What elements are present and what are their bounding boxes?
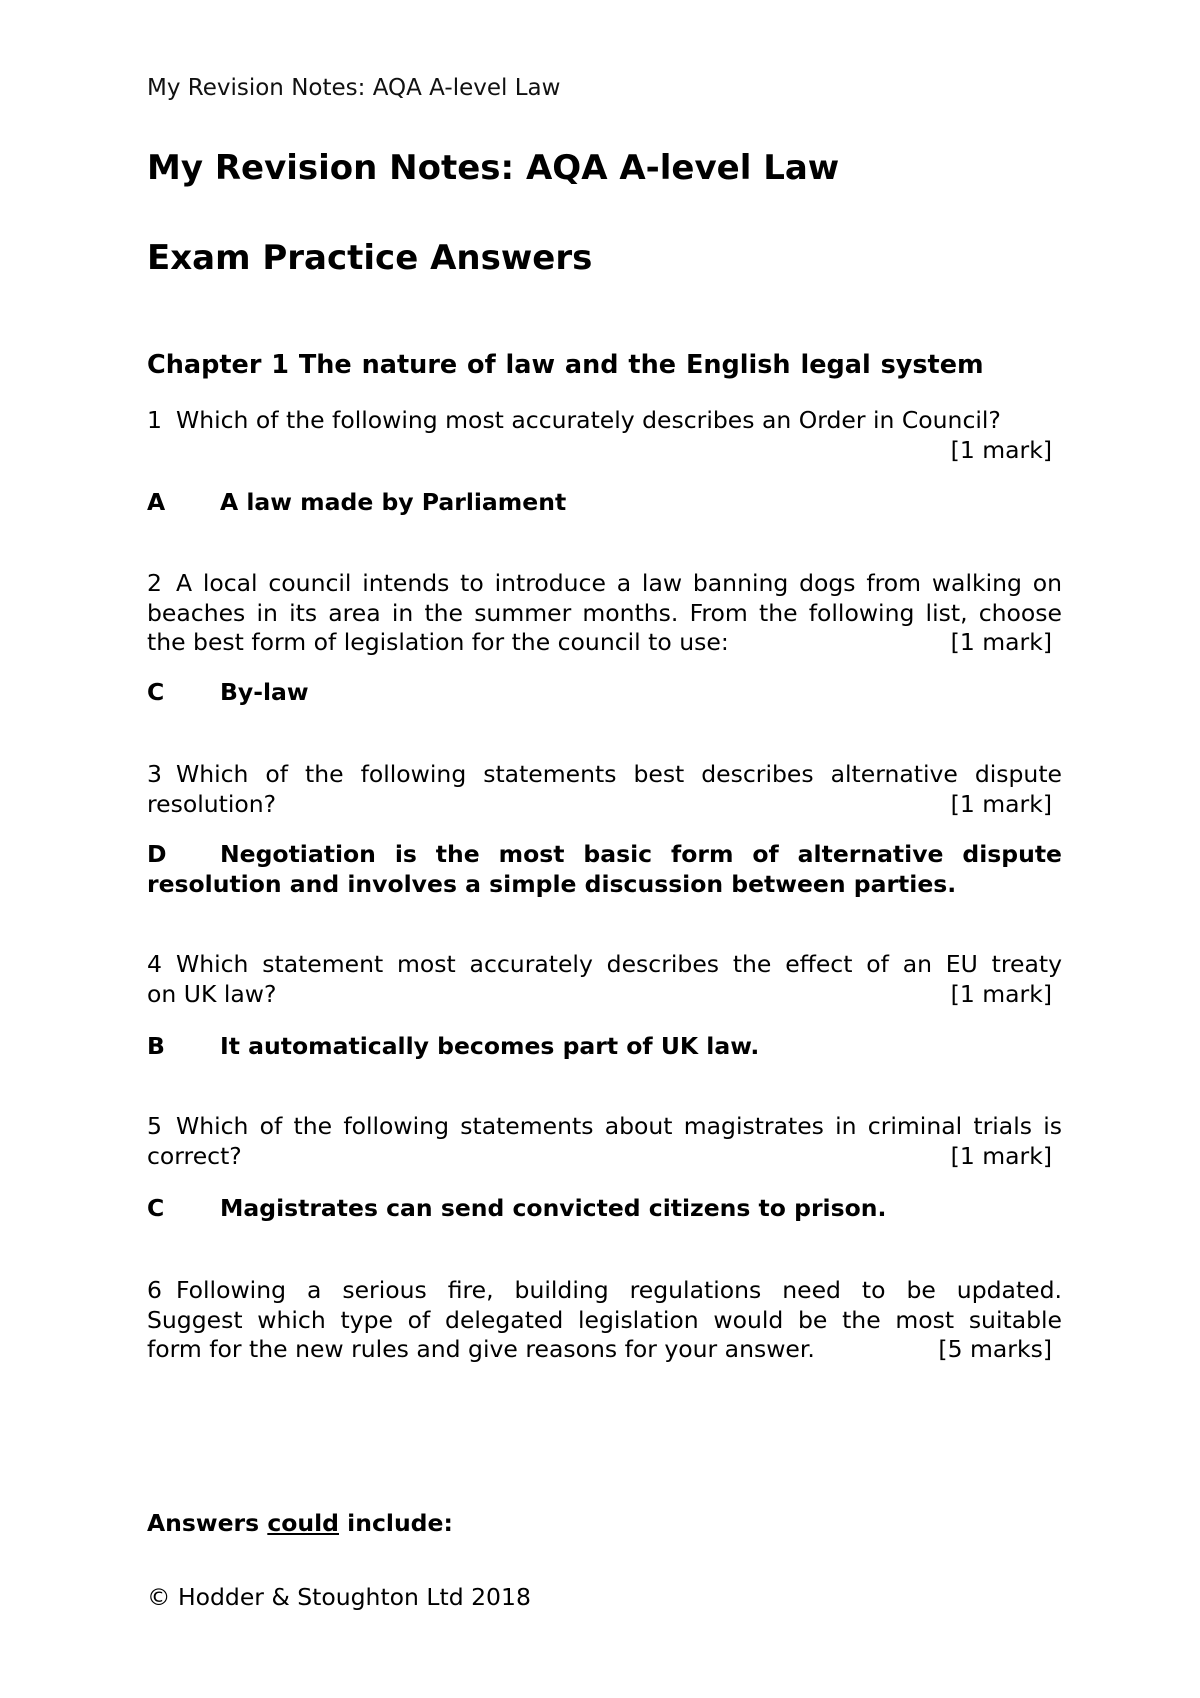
question-6 (147, 1276, 1062, 1365)
question-text-line-1: Which of the following statements best describes alternative dispute (175, 760, 1062, 788)
question-number: 1 (147, 406, 162, 434)
answer-text: A law made by Parliament (220, 488, 567, 516)
question-text-line-3: form for the new rules and give reasons for your answer. (147, 1335, 815, 1363)
chapter-heading: Chapter 1 The nature of law and the English legal system (147, 350, 984, 380)
answer-letter: C (147, 678, 165, 706)
question-marks: [1 mark] (950, 435, 1052, 464)
question-text-line-2: Suggest which type of delegated legislation would be the most suitable (147, 1305, 1062, 1334)
question-text-line-1: A local council intends to introduce a law banning dogs from walking on (175, 569, 1062, 597)
question-text-line-2: correct? (147, 1141, 242, 1170)
answer-3 (147, 840, 1062, 899)
document-subtitle: Exam Practice Answers (147, 238, 593, 278)
question-1 (147, 406, 1062, 465)
question-3 (147, 760, 1062, 819)
question-text-line-2: on UK law? (147, 979, 277, 1008)
answer-letter: D (147, 840, 167, 868)
answer-letter: C (147, 1194, 165, 1222)
question-number: 2 (147, 569, 162, 597)
question-marks: [1 mark] (950, 1141, 1052, 1170)
document-page (147, 0, 1062, 1698)
copyright-footer: © Hodder & Stoughton Ltd 2018 (147, 1583, 531, 1611)
question-number: 4 (147, 950, 162, 978)
question-text-line-1: Following a serious fire, building regulations need to be updated. (175, 1276, 1062, 1304)
answers-could-include-heading (147, 1508, 453, 1538)
answer-letter: B (147, 1032, 165, 1060)
running-header: My Revision Notes: AQA A-level Law (147, 75, 561, 101)
question-text-line-2: beaches in its area in the summer months. From the following list, choose (147, 598, 1062, 627)
question-number: 6 (147, 1276, 162, 1304)
question-marks: [1 mark] (950, 628, 1052, 656)
question-marks: [5 marks] (938, 1335, 1052, 1363)
question-2 (147, 569, 1062, 658)
answer-text: Magistrates can send convicted citizens to prison. (220, 1194, 887, 1222)
question-text: Which of the following most accurately describes an Order in Council? (175, 406, 1001, 434)
answer-text: It automatically becomes part of UK law. (220, 1032, 760, 1060)
answer-text-line-2: resolution and involves a simple discussion between parties. (147, 869, 957, 898)
question-text-line-1: Which of the following statements about magistrates in criminal trials is (175, 1112, 1062, 1140)
answer-text: By-law (220, 678, 309, 706)
question-number: 3 (147, 760, 162, 788)
answer-text-line-1: Negotiation is the most basic form of alternative dispute (220, 840, 1062, 868)
question-marks: [1 mark] (950, 789, 1052, 818)
answer-5 (147, 1194, 1062, 1224)
answers-could-prefix: Answers (147, 1509, 268, 1537)
question-5 (147, 1112, 1062, 1171)
answer-4 (147, 1032, 1062, 1062)
question-text-line-1: Which statement most accurately describes the effect of an EU treaty (175, 950, 1062, 978)
question-text-line-3: the best form of legislation for the council to use: (147, 628, 729, 656)
question-4 (147, 950, 1062, 1009)
answer-2 (147, 678, 1062, 708)
answer-letter: A (147, 488, 166, 516)
answer-1 (147, 488, 1062, 518)
question-marks: [1 mark] (950, 979, 1052, 1008)
document-title: My Revision Notes: AQA A-level Law (147, 148, 840, 188)
question-text-line-2: resolution? (147, 789, 277, 818)
answers-could-underlined: could (267, 1509, 339, 1537)
answers-could-suffix: include: (339, 1509, 453, 1537)
question-number: 5 (147, 1112, 162, 1140)
